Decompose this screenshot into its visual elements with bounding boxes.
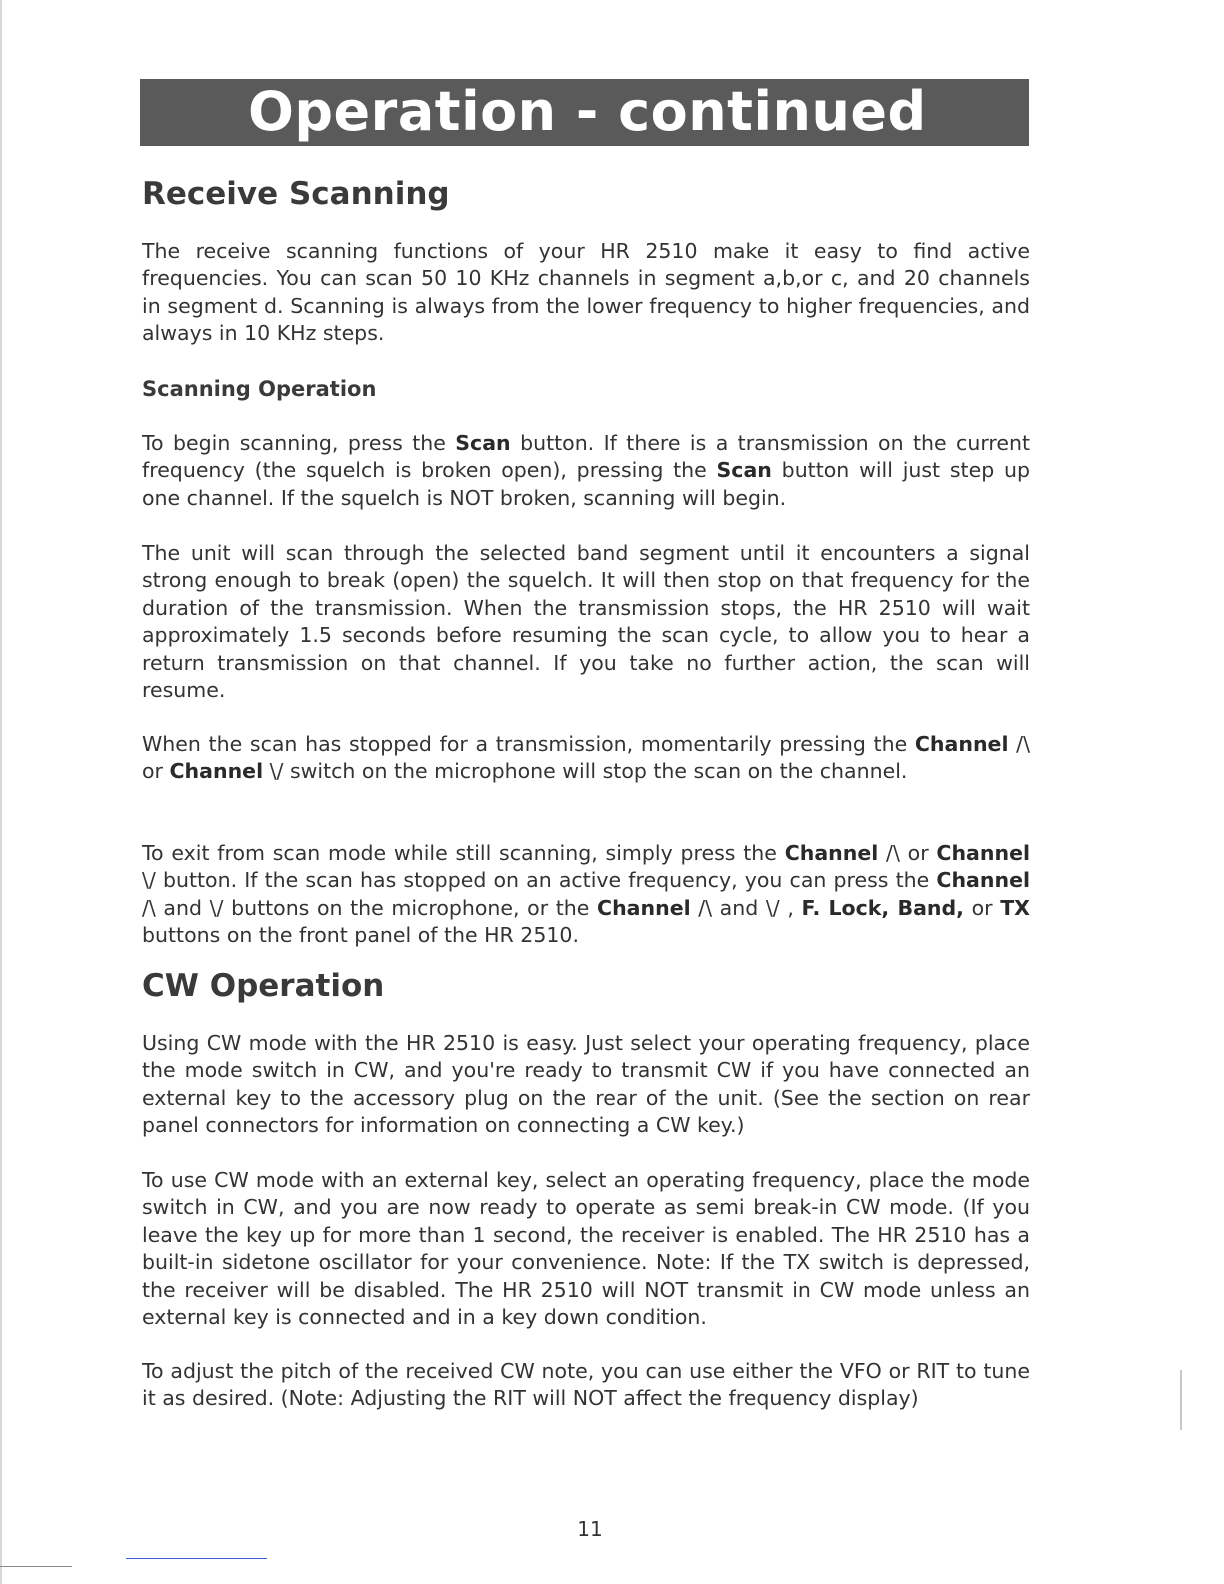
title-bar	[140, 79, 1029, 146]
scanning-operation-subheading: Scanning Operation	[142, 377, 377, 401]
scanning-paragraph-4: To exit from scan mode while still scanning, simply press the Channel /\ or Channel \/ button. If the scan has stopped on an active frequency, you can press the Channel /\ and \/ buttons on the microphone, or the Channel /\ and \/ , F. Lock, Band, or TX buttons on the front panel of the HR 2510.	[142, 841, 1030, 948]
cw-paragraph-3: To adjust the pitch of the received CW note, you can use either the VFO or RIT to tune it as desired. (Note: Adjusting the RIT will NOT affect the frequency display)	[142, 1359, 1030, 1411]
scanning-paragraph-1: To begin scanning, press the Scan button. If there is a transmission on the current frequency (the squelch is broken open), pressing the Scan button will just step up one channel. If the squelch is NOT broken, scanning will begin.	[142, 431, 1031, 510]
scan-edge-left	[0, 0, 2, 1584]
scanning-paragraph-2: The unit will scan through the selected band segment until it encounters a signal strong enough to break (open) the squelch. It will then stop on that frequency for the duration of the transmission. When the transmission stops, the HR 2510 will wait approximately 1.5 seconds before resuming the scan cycle, to allow you to hear a return transmission on that channel. If you take no further action, the scan will resume.	[142, 541, 1030, 703]
receive-scanning-heading: Receive Scanning	[142, 176, 450, 212]
cw-paragraph-2: To use CW mode with an external key, select an operating frequency, place the mode switch in CW, and you are now ready to operate as semi break-in CW mode. (If you leave the key up for more than 1 second, the receiver is enabled. The HR 2510 has a built-in sidetone oscillator for your convenience. Note: If the TX switch is depressed, the receiver will be disabled. The HR 2510 will NOT transmit in CW mode unless an external key is connected and in a key down condition.	[142, 1168, 1030, 1330]
footer-rule-blue	[126, 1558, 267, 1559]
scan-edge-right	[1180, 1370, 1182, 1430]
scanning-paragraph-3: When the scan has stopped for a transmission, momentarily pressing the Channel /\ or Channel \/ switch on the microphone will stop the scan on the channel.	[142, 732, 1030, 784]
cw-operation-heading: CW Operation	[142, 968, 385, 1004]
cw-paragraph-1: Using CW mode with the HR 2510 is easy. Just select your operating frequency, place the mode switch in CW, and you're ready to transmit CW if you have connected an external key to the accessory plug on the rear of the unit. (See the section on rear panel connectors for information on connecting a CW key.)	[142, 1031, 1030, 1138]
page-number: 11	[577, 1517, 603, 1541]
receive-intro-paragraph: The receive scanning functions of your HR 2510 make it easy to find active frequencies. You can scan 50 10 KHz channels in segment a,b,or c, and 20 channels in segment d. Scanning is always from the lower frequency to higher frequencies, and always in 10 KHz steps.	[142, 239, 1030, 346]
footer-rule-left	[0, 1566, 72, 1567]
page-title: Operation - continued	[248, 80, 927, 143]
